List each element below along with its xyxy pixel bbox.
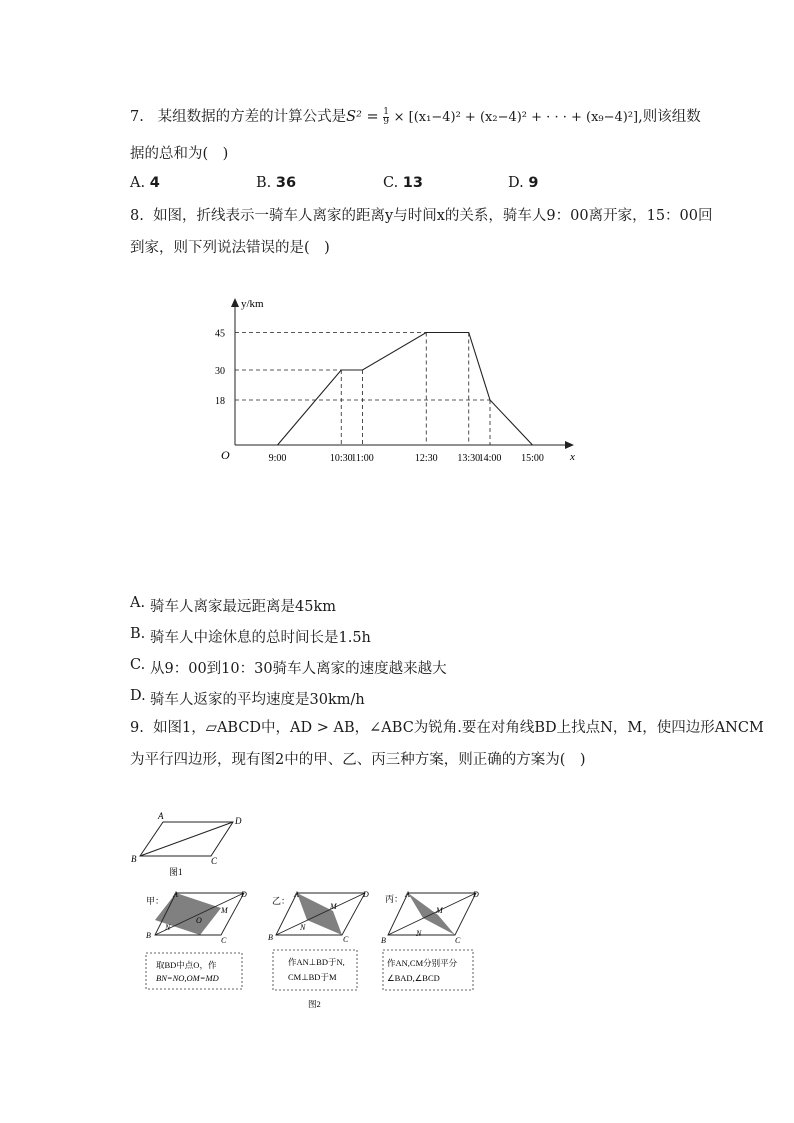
- bing-label-a: A: [405, 890, 410, 899]
- figure-2-schemes: [140, 885, 490, 1015]
- q7-frac-den: 9: [383, 116, 390, 127]
- jia-label-d: D: [241, 890, 247, 899]
- x-tick-label: 9:00: [268, 453, 287, 464]
- yi-label-d: D: [363, 890, 369, 899]
- distance-series-line: [278, 333, 533, 446]
- scheme-bing: [381, 890, 479, 990]
- q7-text-before: 某组数据的方差的计算公式是: [157, 109, 347, 125]
- q7-formula-s2: S²: [346, 109, 362, 125]
- bing-label-b: B: [381, 936, 386, 945]
- fig1-label-b: B: [131, 854, 137, 864]
- q7-formula-body: × [(x₁−4)² + (x₂−4)² + · · · + (x₉−4)²]: [393, 110, 639, 125]
- yi-label-a: A: [294, 890, 299, 899]
- jia-label-m: M: [221, 906, 228, 915]
- scheme-jia-label: 甲：: [146, 896, 165, 906]
- jia-label-b: B: [146, 931, 151, 940]
- x-tick-label: 14:00: [478, 453, 502, 464]
- q8-number: 8.: [130, 208, 144, 224]
- bing-label-c: C: [455, 936, 461, 945]
- q7-formula-eq: =: [366, 109, 379, 125]
- jia-label-o: O: [196, 916, 202, 925]
- q9-line1-text: 如图1，▱ABCD中，AD > AB，∠ABC为锐角.要在对角线BD上找点N，M，使四边形ANCM: [153, 720, 764, 736]
- option-letter: D.: [508, 175, 524, 191]
- q7-line2: 据的总和为( ): [130, 146, 229, 162]
- fig1-label-d: D: [235, 816, 242, 826]
- yi-note-line2: CM⊥BD于M: [288, 972, 337, 982]
- q7-frac-num: 1: [383, 106, 390, 117]
- q8-option-c[interactable]: 从9：00到10：30骑车人离家的速度越来越大: [150, 661, 447, 677]
- bing-note-line1: 作AN,CM分别平分: [387, 958, 458, 968]
- x-axis-label: x: [570, 451, 575, 463]
- q9-number: 9.: [130, 720, 144, 736]
- x-tick-label: 13:30: [457, 453, 481, 464]
- q7-formula-frac: [383, 108, 389, 127]
- yi-label-n: N: [300, 923, 306, 932]
- option-letter: C.: [383, 175, 399, 191]
- x-tick-label: 12:30: [414, 453, 438, 464]
- q9-line1: [130, 718, 764, 738]
- x-tick-label: 11:00: [351, 453, 374, 464]
- q7-option-c[interactable]: [383, 175, 423, 191]
- q8-line1: [130, 206, 713, 226]
- x-tick-label: 10:30: [329, 453, 353, 464]
- y-axis-label: y/km: [241, 298, 264, 310]
- option-letter: A.: [130, 175, 146, 191]
- fig1-label-c: C: [211, 856, 218, 866]
- q9-line2: 为平行四边形，现有图2中的甲、乙、丙三种方案，则正确的方案为( ): [130, 752, 586, 768]
- q8-option-d-letter: D.: [130, 688, 146, 704]
- x-axis-arrow: [565, 441, 574, 449]
- scheme-bing-label: 丙：: [385, 894, 404, 904]
- y-tick-label: 18: [215, 396, 225, 407]
- q8-line1-text: 如图，折线表示一骑车人离家的距离y与时间x的关系，骑车人9：00离开家，15：00回: [153, 208, 713, 224]
- option-value: 4: [149, 175, 160, 191]
- option-value: 13: [402, 175, 423, 191]
- q7-option-d[interactable]: [508, 175, 538, 191]
- scheme-yi: [268, 890, 369, 1009]
- bing-label-n: N: [416, 929, 422, 938]
- origin-label: O: [221, 448, 230, 462]
- scheme-yi-label: 乙：: [272, 896, 291, 906]
- yi-note-line1: 作AN⊥BD于N,: [288, 957, 345, 967]
- bing-note-line2: ∠BAD,∠BCD: [387, 973, 440, 983]
- scheme-jia: [146, 890, 247, 989]
- x-tick-label: 15:00: [521, 453, 544, 464]
- jia-label-c: C: [221, 936, 227, 945]
- q8-option-a-letter: A.: [130, 595, 146, 611]
- q8-option-c-letter: C.: [130, 657, 146, 673]
- yi-label-b: B: [268, 933, 273, 942]
- q7-number: 7.: [130, 109, 144, 125]
- jia-label-n: N: [165, 923, 171, 932]
- option-value: 36: [275, 175, 297, 191]
- option-value: 9: [528, 175, 539, 191]
- yi-label-m: M: [330, 902, 337, 911]
- fig1-caption: 图1: [169, 867, 183, 877]
- yi-label-c: C: [343, 935, 349, 944]
- q8-option-b[interactable]: 骑车人中途休息的总时间长是1.5h: [150, 630, 371, 646]
- q8-option-d[interactable]: 骑车人返家的平均速度是30km/h: [150, 692, 365, 708]
- q8-option-a[interactable]: 骑车人离家最远距离是45km: [150, 599, 336, 615]
- q7-option-a[interactable]: [130, 175, 160, 191]
- q8-option-b-letter: B.: [130, 626, 146, 642]
- fig1-label-a: A: [158, 811, 164, 821]
- bing-label-m: M: [436, 906, 443, 915]
- q7-line1: [130, 107, 701, 128]
- y-tick-label: 30: [215, 366, 225, 377]
- bing-label-d: D: [473, 890, 479, 899]
- jia-note-line2: BN=NO,OM=MD: [156, 973, 219, 983]
- y-axis-arrow: [231, 298, 239, 307]
- distance-time-chart: [210, 290, 590, 470]
- q7-text-after: ,则该组数: [638, 109, 701, 125]
- q8-line2: 到家，则下列说法错误的是( ): [130, 240, 330, 256]
- figure-1-parallelogram: [125, 808, 255, 878]
- option-letter: B.: [256, 175, 272, 191]
- q7-option-b[interactable]: [256, 175, 296, 191]
- jia-label-a: A: [173, 890, 178, 899]
- fig2-caption: 图2: [308, 999, 321, 1009]
- y-tick-label: 45: [215, 328, 225, 340]
- jia-note-line1: 取BD中点O，作: [156, 960, 217, 970]
